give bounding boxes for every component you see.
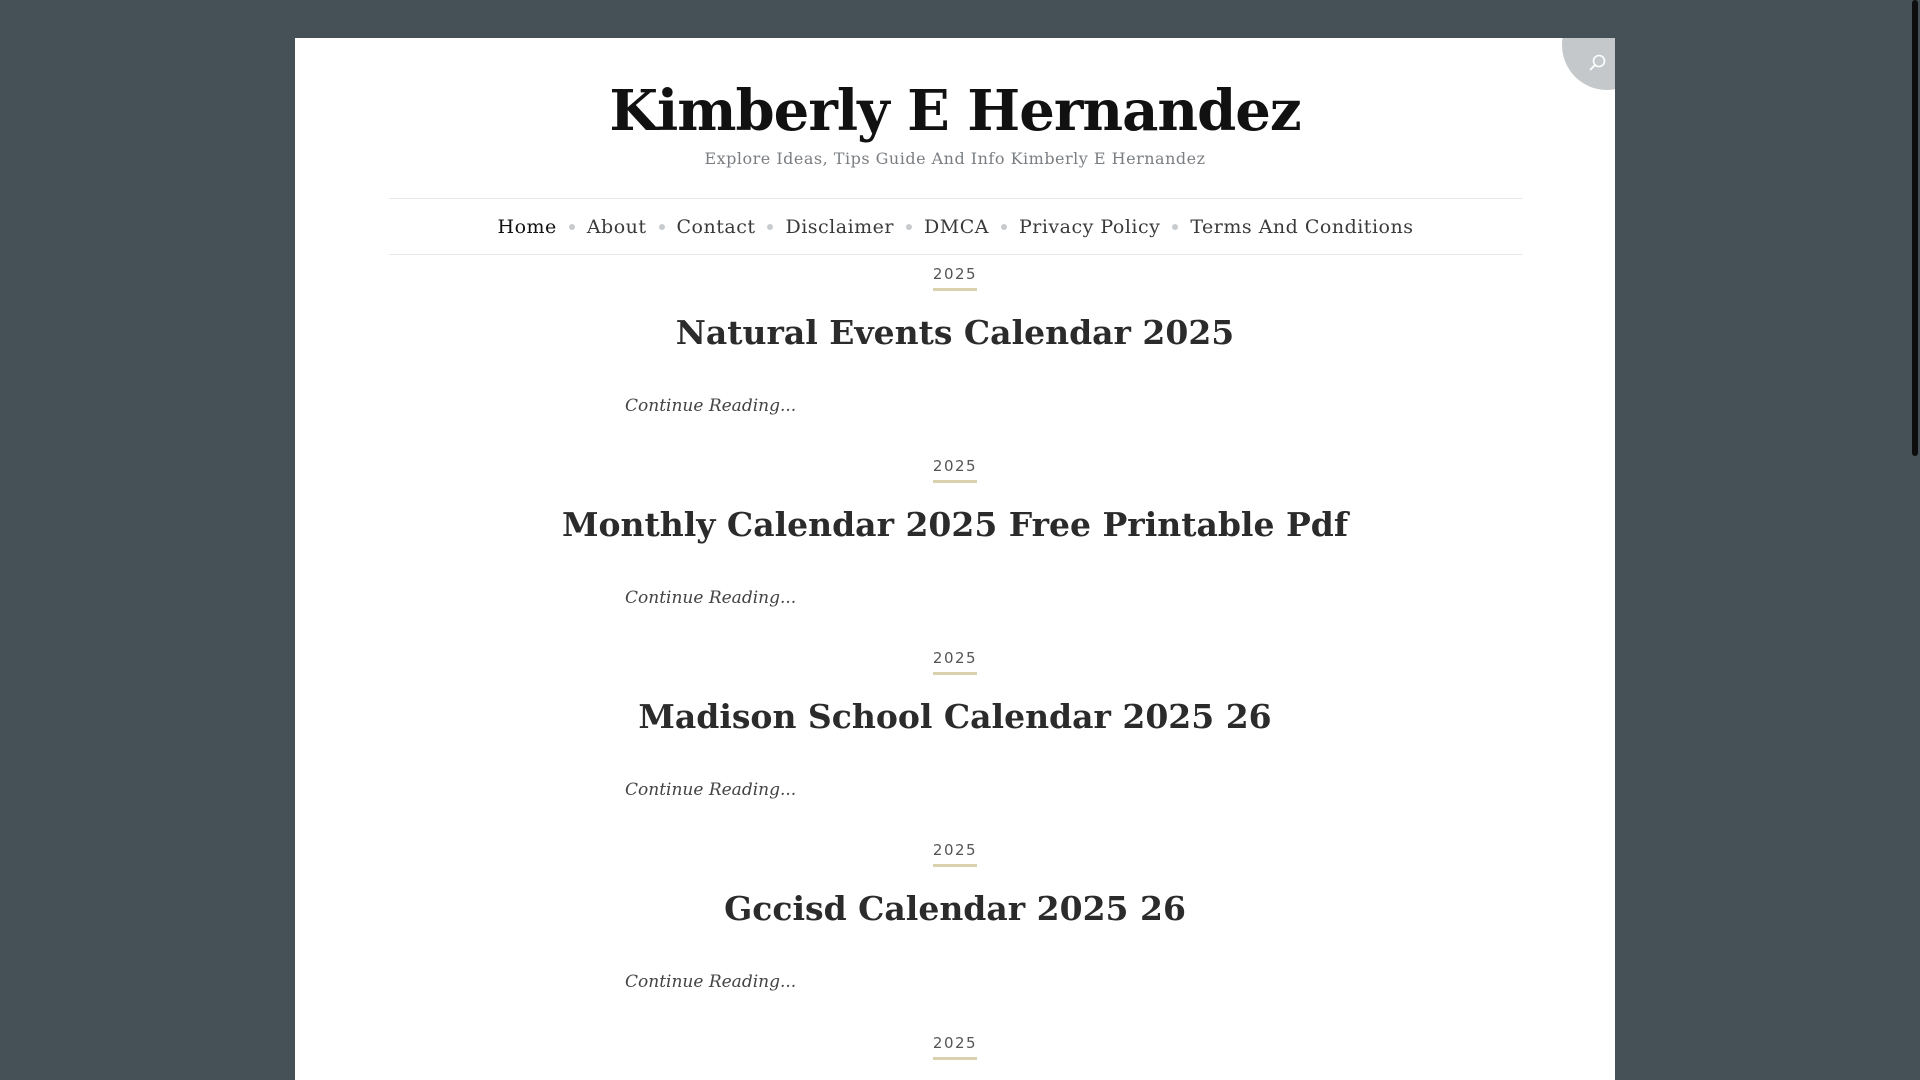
nav-item-contact[interactable]: Contact <box>676 215 756 238</box>
main-navigation <box>389 198 1522 255</box>
nav-separator-dot <box>906 224 912 230</box>
nav-item-dmca[interactable]: DMCA <box>924 215 989 238</box>
continue-reading-link[interactable]: Continue Reading... <box>625 588 797 608</box>
post-category-link[interactable]: 2025 <box>933 840 977 867</box>
post-item <box>295 264 1615 456</box>
nav-separator-dot <box>1001 224 1007 230</box>
site-tagline: Explore Ideas, Tips Guide And Info Kimberly E Hernandez <box>704 149 1206 168</box>
post-item <box>295 456 1615 648</box>
nav-item-home[interactable]: Home <box>497 215 557 238</box>
scrollbar-thumb[interactable] <box>1912 0 1918 456</box>
post-title[interactable]: Natural Events Calendar 2025 <box>675 313 1235 352</box>
nav-separator-dot <box>569 224 575 230</box>
post-item <box>295 648 1615 840</box>
nav-item-privacy-policy[interactable]: Privacy Policy <box>1018 215 1161 238</box>
continue-reading-link[interactable]: Continue Reading... <box>625 396 797 416</box>
nav-separator-dot <box>767 224 773 230</box>
post-category-link[interactable]: 2025 <box>933 264 977 291</box>
nav-item-terms-and-conditions[interactable]: Terms And Conditions <box>1190 215 1414 238</box>
site-title[interactable]: Kimberly E Hernandez <box>609 78 1301 144</box>
post-category-link[interactable]: 2025 <box>933 648 977 675</box>
nav-separator-dot <box>1172 224 1178 230</box>
post-category-link[interactable]: 2025 <box>933 1033 977 1060</box>
nav-item-disclaimer[interactable]: Disclaimer <box>785 215 894 238</box>
continue-reading-link[interactable]: Continue Reading... <box>625 972 797 992</box>
post-category-link[interactable]: 2025 <box>933 456 977 483</box>
continue-reading-link[interactable]: Continue Reading... <box>625 780 797 800</box>
post-title[interactable]: Gccisd Calendar 2025 26 <box>724 889 1186 928</box>
search-icon <box>1589 54 1607 72</box>
nav-item-about[interactable]: About <box>586 215 647 238</box>
page-scrollbar[interactable] <box>1906 0 1920 1080</box>
page-container <box>295 38 1615 1080</box>
post-item <box>295 1033 1615 1080</box>
post-item <box>295 840 1615 1032</box>
post-title[interactable]: Monthly Calendar 2025 Free Printable Pdf <box>561 505 1349 544</box>
post-title[interactable]: Madison School Calendar 2025 26 <box>638 697 1272 736</box>
nav-separator-dot <box>659 224 665 230</box>
